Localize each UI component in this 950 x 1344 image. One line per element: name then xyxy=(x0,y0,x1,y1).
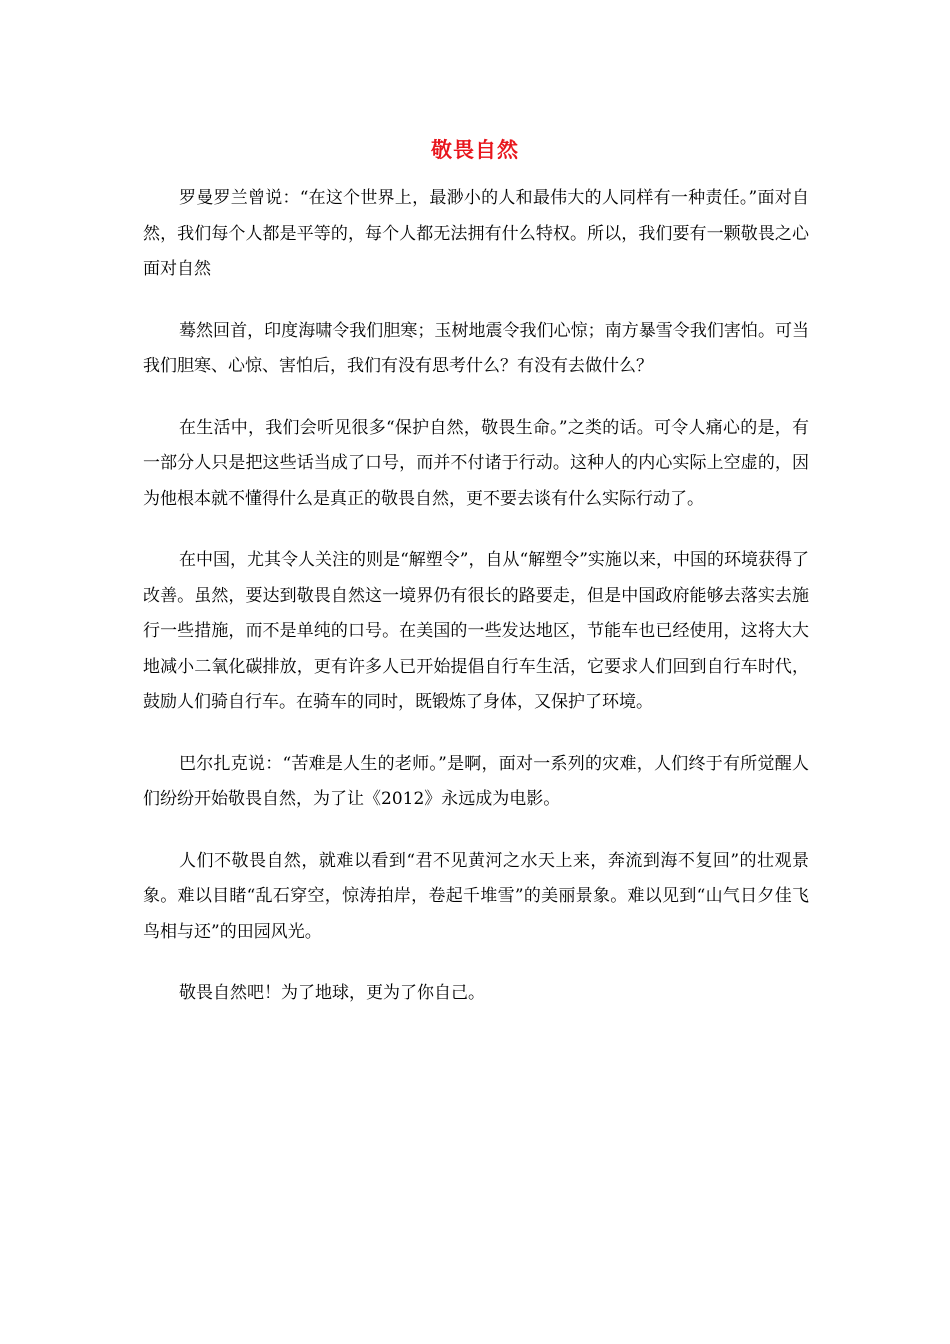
paragraph-1: 罗曼罗兰曾说：“在这个世界上，最渺小的人和最伟大的人同样有一种责任。”面对自然，我们每个人都是平等的，每个人都无法拥有什么特权。所以，我们要有一颗敬畏之心面对自然 xyxy=(143,188,809,279)
paragraph-4: 在中国，尤其令人关注的则是“解塑令”，自从“解塑令”实施以来，中国的环境获得了改善。虽然，要达到敬畏自然这一境界仍有很长的路要走，但是中国政府能够去落实去施行一些措施，而不是单纯的口号。在美国的一些发达地区，节能车也已经使用，这将大大地减小二氧化碳排放，更有许多人已开始提倡自行车生活，它要求人们回到自行车时代，鼓励人们骑自行车。在骑车的同时，既锻炼了身体，又保护了环境。 xyxy=(143,550,809,712)
paragraph-5: 巴尔扎克说：“苦难是人生的老师。”是啊，面对一系列的灾难，人们终于有所觉醒人们纷纷开始敬畏自然，为了让《2012》永远成为电影。 xyxy=(143,753,809,809)
paragraph-2: 蓦然回首，印度海啸令我们胆寒；玉树地震令我们心惊；南方暴雪令我们害怕。可当我们胆寒、心惊、害怕后，我们有没有思考什么？有没有去做什么？ xyxy=(143,320,809,376)
paragraph-3: 在生活中，我们会听见很多“保护自然，敬畏生命。”之类的话。可令人痛心的是，有一部分人只是把这些话当成了口号，而并不付诸于行动。这种人的内心实际上空虚的，因为他根本就不懂得什么是真正的敬畏自然，更不要去谈有什么实际行动了。 xyxy=(143,417,809,509)
paragraph-6: 人们不敬畏自然，就难以看到“君不见黄河之水天上来，奔流到海不复回”的壮观景象。难以目睹“乱石穿空，惊涛拍岸，卷起千堆雪”的美丽景象。难以见到“山气日夕佳飞鸟相与还”的田园风光。 xyxy=(143,850,809,942)
paragraph-7: 敬畏自然吧！为了地球，更为了你自己。 xyxy=(179,983,485,1003)
document-body xyxy=(143,181,809,1038)
document-title: 敬畏自然 xyxy=(431,137,519,162)
